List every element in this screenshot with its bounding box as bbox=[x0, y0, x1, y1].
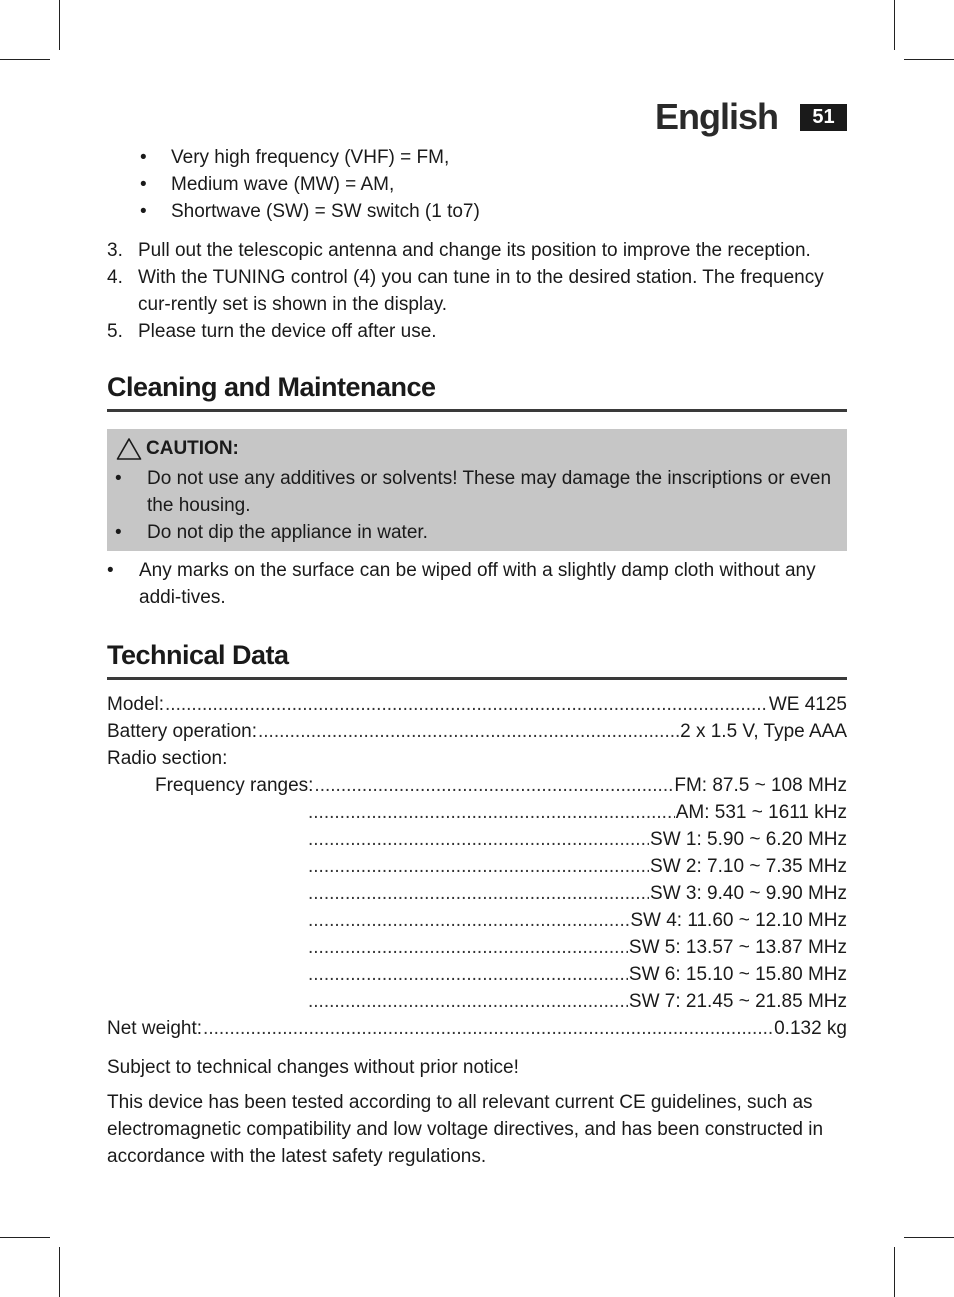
spec-row-radio bbox=[107, 745, 847, 772]
spec-label: Net weight: bbox=[107, 1018, 203, 1039]
leader-dots bbox=[203, 1015, 773, 1042]
section-heading-cleaning: Cleaning and Maintenance bbox=[107, 372, 847, 412]
warning-triangle-icon bbox=[116, 437, 142, 461]
spec-value: FM: 87.5 ~ 108 MHz bbox=[674, 775, 847, 796]
spec-row-frequency bbox=[307, 934, 847, 961]
spec-value: SW 4: 11.60 ~ 12.10 MHz bbox=[630, 910, 847, 931]
crop-mark bbox=[59, 1247, 60, 1297]
spec-value: SW 5: 13.57 ~ 13.87 MHz bbox=[628, 937, 847, 958]
spec-row-frequency bbox=[307, 907, 847, 934]
step-text: With the TUNING control (4) you can tune in to the desired station. The frequency cur-rently set is shown in the display. bbox=[138, 267, 824, 315]
list-item: • Do not use any additives or solvents! These may damage the inscriptions or even the housing. bbox=[107, 465, 847, 519]
spec-value: 2 x 1.5 V, Type AAA bbox=[680, 721, 847, 742]
crop-mark bbox=[894, 0, 895, 50]
list-item: • Medium wave (MW) = AM, bbox=[140, 171, 480, 198]
spec-row-battery bbox=[107, 718, 847, 745]
crop-mark bbox=[59, 0, 60, 50]
leader-dots bbox=[314, 772, 673, 799]
spec-value: SW 2: 7.10 ~ 7.35 MHz bbox=[650, 856, 847, 877]
crop-mark bbox=[894, 1247, 895, 1297]
spec-label: Battery operation: bbox=[107, 721, 257, 742]
spec-row-frequency bbox=[307, 961, 847, 988]
leader-dots bbox=[165, 691, 768, 718]
list-item: • Very high frequency (VHF) = FM, bbox=[140, 144, 480, 171]
section-heading-technical: Technical Data bbox=[107, 640, 847, 680]
crop-mark bbox=[0, 59, 50, 60]
crop-mark bbox=[904, 1237, 954, 1238]
crop-mark bbox=[0, 1237, 50, 1238]
spec-row-model bbox=[107, 691, 847, 718]
list-item bbox=[107, 264, 847, 318]
caution-label: CAUTION: bbox=[146, 438, 239, 459]
crop-mark bbox=[904, 59, 954, 60]
list-item bbox=[107, 237, 847, 264]
leader-dots bbox=[308, 799, 675, 826]
spec-label: Radio section: bbox=[107, 748, 228, 769]
caution-box bbox=[107, 429, 847, 551]
spec-value: SW 3: 9.40 ~ 9.90 MHz bbox=[650, 883, 847, 904]
spec-value: 0.132 kg bbox=[774, 1018, 847, 1039]
spec-row-frequency bbox=[307, 853, 847, 880]
leader-dots bbox=[308, 961, 628, 988]
spec-value: WE 4125 bbox=[768, 694, 847, 715]
conformity-text: This device has been tested according to all relevant current CE guidelines, such as electromagnetic compatibility and low voltage directives, and has been constructed in accordance with the latest safety regulations. bbox=[107, 1092, 824, 1167]
spec-row-weight bbox=[107, 1015, 847, 1042]
leader-dots bbox=[308, 988, 628, 1015]
band-list bbox=[140, 144, 480, 225]
caution-header bbox=[116, 435, 239, 462]
leader-dots bbox=[308, 826, 649, 853]
spec-value: AM: 531 ~ 1611 kHz bbox=[675, 802, 847, 823]
spec-value: SW 1: 5.90 ~ 6.20 MHz bbox=[650, 829, 847, 850]
spec-row-frequency bbox=[307, 826, 847, 853]
cleaning-note-text: Any marks on the surface can be wiped off with a slightly damp cloth without any addi-tives. bbox=[139, 560, 816, 608]
leader-dots bbox=[308, 934, 628, 961]
spec-row-frequency bbox=[307, 988, 847, 1015]
step-number: 5. bbox=[107, 321, 123, 342]
spec-label: Frequency ranges: bbox=[155, 775, 314, 796]
list-item: • Shortwave (SW) = SW switch (1 to7) bbox=[140, 198, 480, 225]
spec-row-frequency bbox=[155, 772, 847, 799]
page-language-title: English bbox=[654, 96, 778, 137]
spec-value: SW 7: 21.45 ~ 21.85 MHz bbox=[628, 991, 847, 1012]
list-item bbox=[107, 318, 847, 345]
spec-value: SW 6: 15.10 ~ 15.80 MHz bbox=[628, 964, 847, 985]
step-number: 3. bbox=[107, 240, 123, 261]
leader-dots bbox=[308, 880, 649, 907]
step-text: Please turn the device off after use. bbox=[138, 321, 437, 342]
spec-label: Model: bbox=[107, 694, 165, 715]
spec-row-frequency bbox=[307, 799, 847, 826]
step-number: 4. bbox=[107, 267, 123, 288]
notice-text: Subject to technical changes without prior notice! bbox=[107, 1057, 519, 1078]
step-text: Pull out the telescopic antenna and change its position to improve the reception. bbox=[138, 240, 811, 261]
steps-list bbox=[107, 237, 847, 345]
bullet: • bbox=[107, 560, 114, 581]
spec-row-frequency bbox=[307, 880, 847, 907]
leader-dots bbox=[308, 907, 629, 934]
page-number: 51 bbox=[800, 104, 847, 131]
caution-list bbox=[107, 465, 847, 546]
leader-dots bbox=[258, 718, 679, 745]
leader-dots bbox=[308, 853, 649, 880]
list-item: • Do not dip the appliance in water. bbox=[107, 519, 847, 546]
cleaning-note bbox=[107, 557, 847, 611]
